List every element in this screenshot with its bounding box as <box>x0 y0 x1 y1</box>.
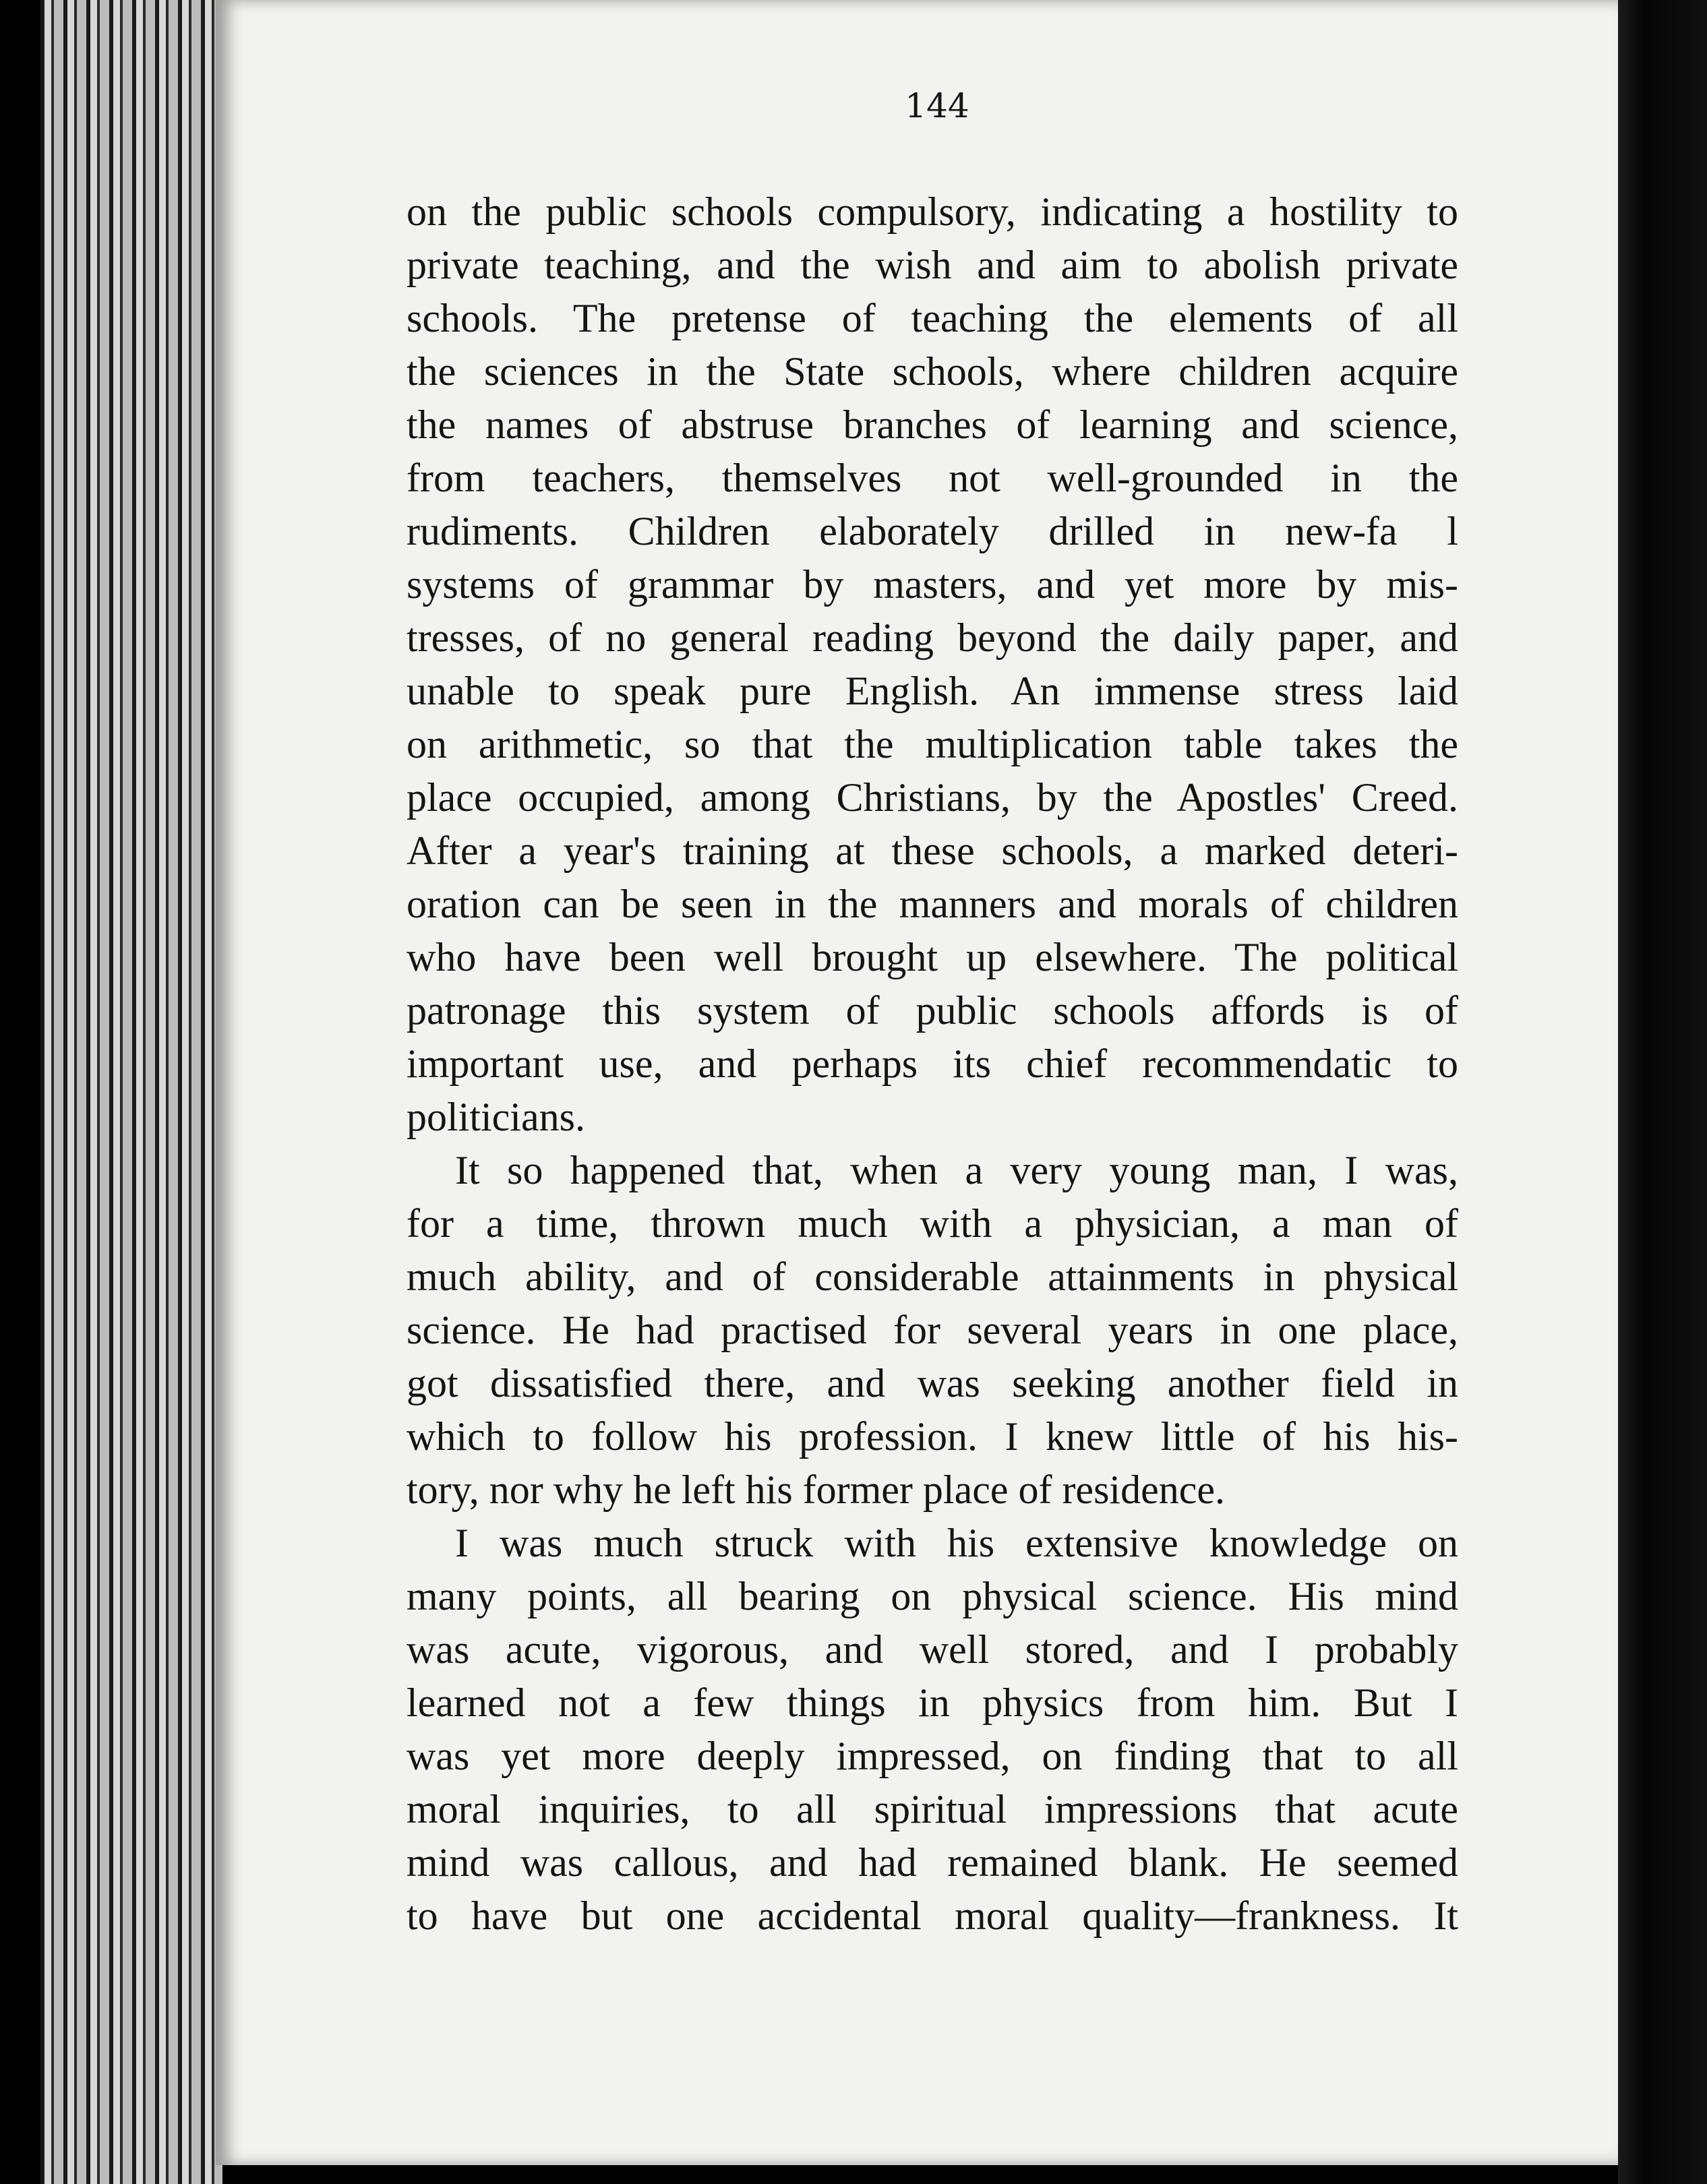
text-line: tresses, of no general reading beyond the daily paper, and <box>407 615 1458 660</box>
page-number: 144 <box>905 86 969 125</box>
text-line: the sciences in the State schools, where children acquire <box>407 349 1458 394</box>
text-line: It so happened that, when a very young man, I was, <box>455 1148 1458 1192</box>
text-line: got dissatisfied there, and was seeking another field in <box>407 1361 1458 1405</box>
text-line: was acute, vigorous, and well stored, and I probably <box>407 1627 1458 1672</box>
text-line: unable to speak pure English. An immense stress laid <box>407 669 1458 713</box>
text-line: systems of grammar by masters, and yet more by mis- <box>407 562 1458 607</box>
text-line: I was much struck with his extensive knowledge on <box>455 1521 1458 1565</box>
text-line: many points, all bearing on physical science. His mind <box>407 1574 1458 1618</box>
text-line: After a year's training at these schools, a marked deteri- <box>407 828 1458 873</box>
text-line: private teaching, and the wish and aim to abolish private <box>407 243 1458 287</box>
right-margin-shadow <box>1618 0 1707 2184</box>
text-line: important use, and perhaps its chief recommendatic to <box>407 1041 1458 1086</box>
text-line: on the public schools compulsory, indicating a hostility to <box>407 189 1458 234</box>
text-line: politicians. <box>407 1095 585 1139</box>
text-line: from teachers, themselves not well-grounded in the <box>407 456 1458 500</box>
text-line: science. He had practised for several years in one place, <box>407 1308 1458 1352</box>
text-line: on arithmetic, so that the multiplication table takes the <box>407 722 1458 766</box>
text-line: oration can be seen in the manners and morals of children <box>407 882 1458 926</box>
body-text <box>407 185 1458 1943</box>
text-line: patronage this system of public schools affords is of <box>407 988 1458 1033</box>
text-line: learned not a few things in physics from him. But I <box>407 1680 1458 1725</box>
text-line: much ability, and of considerable attainments in physical <box>407 1254 1458 1299</box>
text-line: place occupied, among Christians, by the Apostles' Creed. <box>407 775 1458 820</box>
text-line: for a time, thrown much with a physician, a man of <box>407 1201 1458 1246</box>
page-edges <box>40 0 222 2184</box>
text-line: the names of abstruse branches of learning and science, <box>407 402 1458 447</box>
text-line: who have been well brought up elsewhere. The political <box>407 935 1458 979</box>
text-line: was yet more deeply impressed, on finding that to all <box>407 1734 1458 1778</box>
text-line: mind was callous, and had remained blank. He seemed <box>407 1840 1458 1885</box>
text-line: schools. The pretense of teaching the elements of all <box>407 296 1458 340</box>
text-line: tory, nor why he left his former place of residence. <box>407 1467 1225 1512</box>
text-line: rudiments. Children elaborately drilled in new-fa l <box>407 509 1458 553</box>
text-line: moral inquiries, to all spiritual impressions that acute <box>407 1787 1458 1831</box>
text-line: to have but one accidental moral quality—frankness. It <box>407 1893 1458 1938</box>
text-line: which to follow his profession. I knew little of his his- <box>407 1414 1458 1459</box>
